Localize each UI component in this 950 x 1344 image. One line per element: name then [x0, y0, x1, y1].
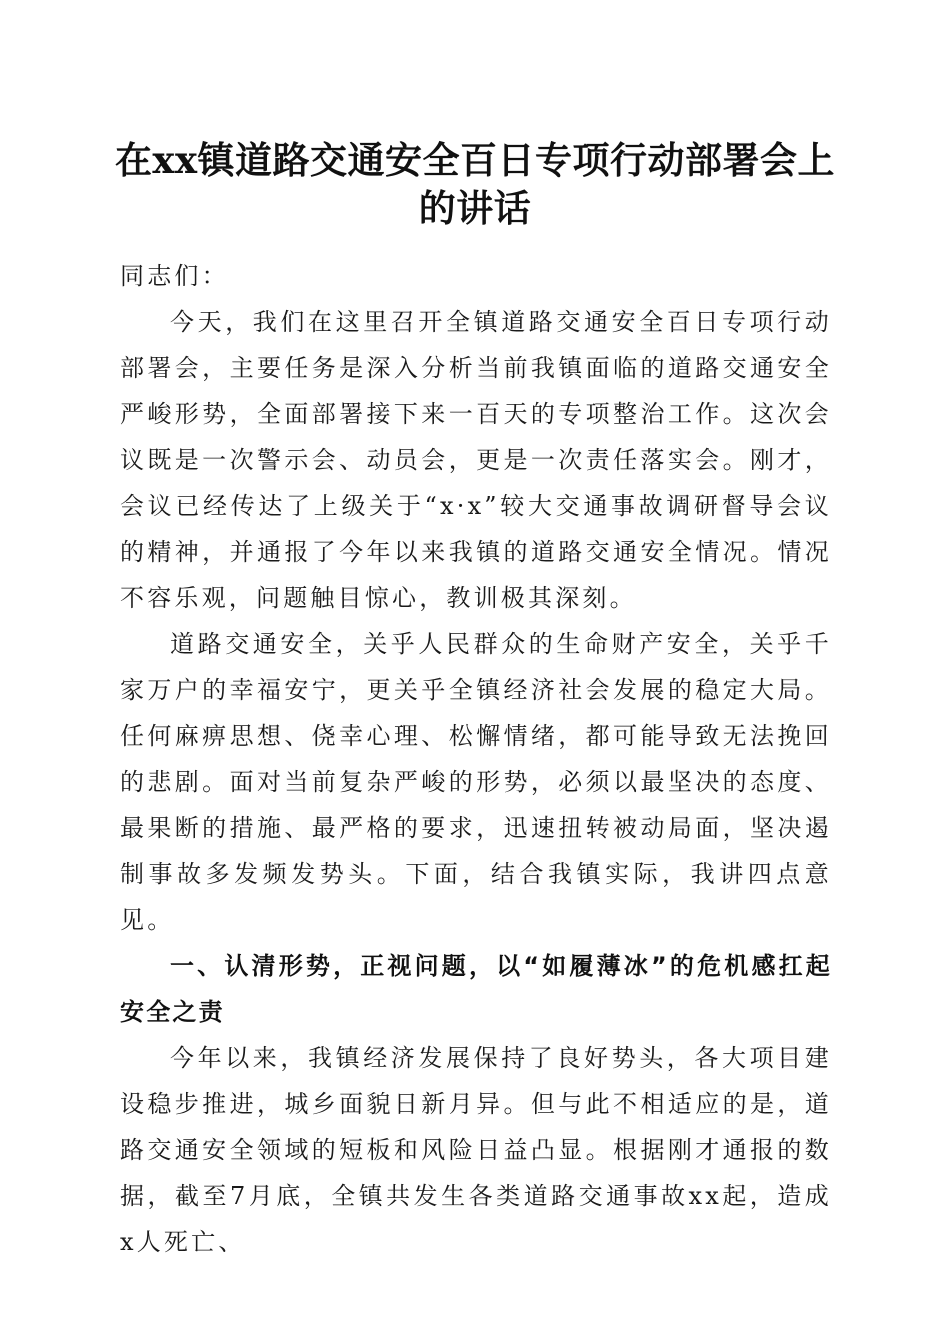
paragraph-opening: 今天，我们在这里召开全镇道路交通安全百日专项行动部署会，主要任务是深入分析当前我镇面临的道路交通安全严峻形势，全面部署接下来一百天的专项整治工作。这次会议既是一次警示会、动员会，更是一次责任落实会。刚才，会议已经传达了上级关于“x·x”较大交通事故调研督导会议的精神，并通报了今年以来我镇的道路交通安全情况。情况不容乐观，问题触目惊心，教训极其深刻。 — [120, 308, 832, 612]
section-heading-1: 一、认清形势，正视问题，以“如履薄冰”的危机感扛起安全之责 — [120, 952, 832, 1026]
title-line-1: 在xx镇道路交通安全百日专项行动部署会上 — [114, 138, 836, 182]
paragraph-situation: 今年以来，我镇经济发展保持了良好势头，各大项目建设稳步推进，城乡面貌日新月异。但与此不相适应的是，道路交通安全领域的短板和风险日益凸显。根据刚才通报的数据，截至7月底，全镇共发生各类道路交通事故xx起，造成x人死亡、 — [120, 1044, 832, 1256]
document-body — [120, 253, 832, 1265]
title-line-2: 的讲话 — [418, 186, 532, 230]
document-title — [100, 136, 850, 232]
paragraph-importance: 道路交通安全，关乎人民群众的生命财产安全，关乎千家万户的幸福安宁，更关乎全镇经济社会发展的稳定大局。任何麻痹思想、侥幸心理、松懈情绪，都可能导致无法挽回的悲剧。面对当前复杂严峻的形势，必须以最坚决的态度、最果断的措施、最严格的要求，迅速扭转被动局面，坚决遏制事故多发频发势头。下面，结合我镇实际，我讲四点意见。 — [120, 630, 832, 934]
salutation: 同志们： — [120, 262, 229, 290]
